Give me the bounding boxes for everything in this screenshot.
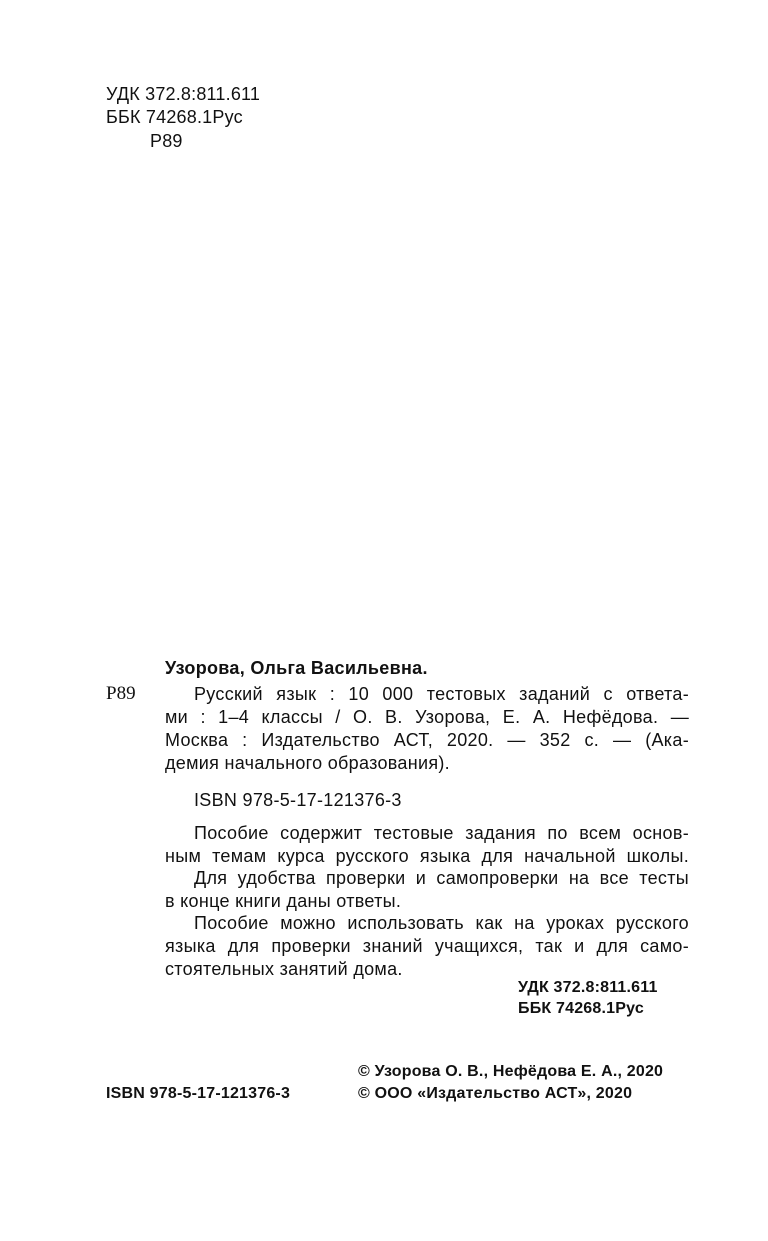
- annotation-line: Пособие можно использовать как на уроках русского: [194, 913, 689, 933]
- annotation-line: Для удобства проверки и самопроверки на все тесты: [194, 868, 689, 888]
- copyright-authors: © Узорова О. В., Нефёдова Е. А., 2020: [358, 1063, 664, 1080]
- isbn-entry: ISBN 978-5-17-121376-3: [194, 790, 402, 810]
- entry-bbk: ББК 74268.1Рус: [518, 1000, 644, 1017]
- header-code: Р89: [150, 131, 183, 151]
- header-bbk: ББК 74268.1Рус: [106, 107, 243, 127]
- footer-isbn: ISBN 978-5-17-121376-3: [106, 1085, 291, 1102]
- copyright-publisher: © ООО «Издательство АСТ», 2020: [358, 1085, 633, 1102]
- author-name: Узорова, Ольга Васильевна.: [165, 658, 428, 678]
- annotation-line: стоятельных занятий дома.: [165, 959, 403, 979]
- side-code: Р89: [106, 683, 136, 704]
- description-line: Русский язык : 10 000 тестовых заданий с ответа-: [194, 684, 689, 704]
- annotation-line: в конце книги даны ответы.: [165, 891, 402, 911]
- annotation-line: языка для проверки знаний учащихся, так и для само-: [165, 936, 689, 956]
- description-line: Москва : Издательство АСТ, 2020. — 352 с. — (Ака-: [165, 730, 689, 750]
- entry-udk: УДК 372.8:811.611: [518, 979, 658, 996]
- header-udk: УДК 372.8:811.611: [106, 84, 261, 104]
- annotation-line: Пособие содержит тестовые задания по всем основ-: [194, 823, 689, 843]
- annotation-line: ным темам курса русского языка для начальной школы.: [165, 846, 689, 866]
- description-line: ми : 1–4 классы / О. В. Узорова, Е. А. Нефёдова. —: [165, 707, 689, 727]
- description-line: демия начального образования).: [165, 753, 450, 773]
